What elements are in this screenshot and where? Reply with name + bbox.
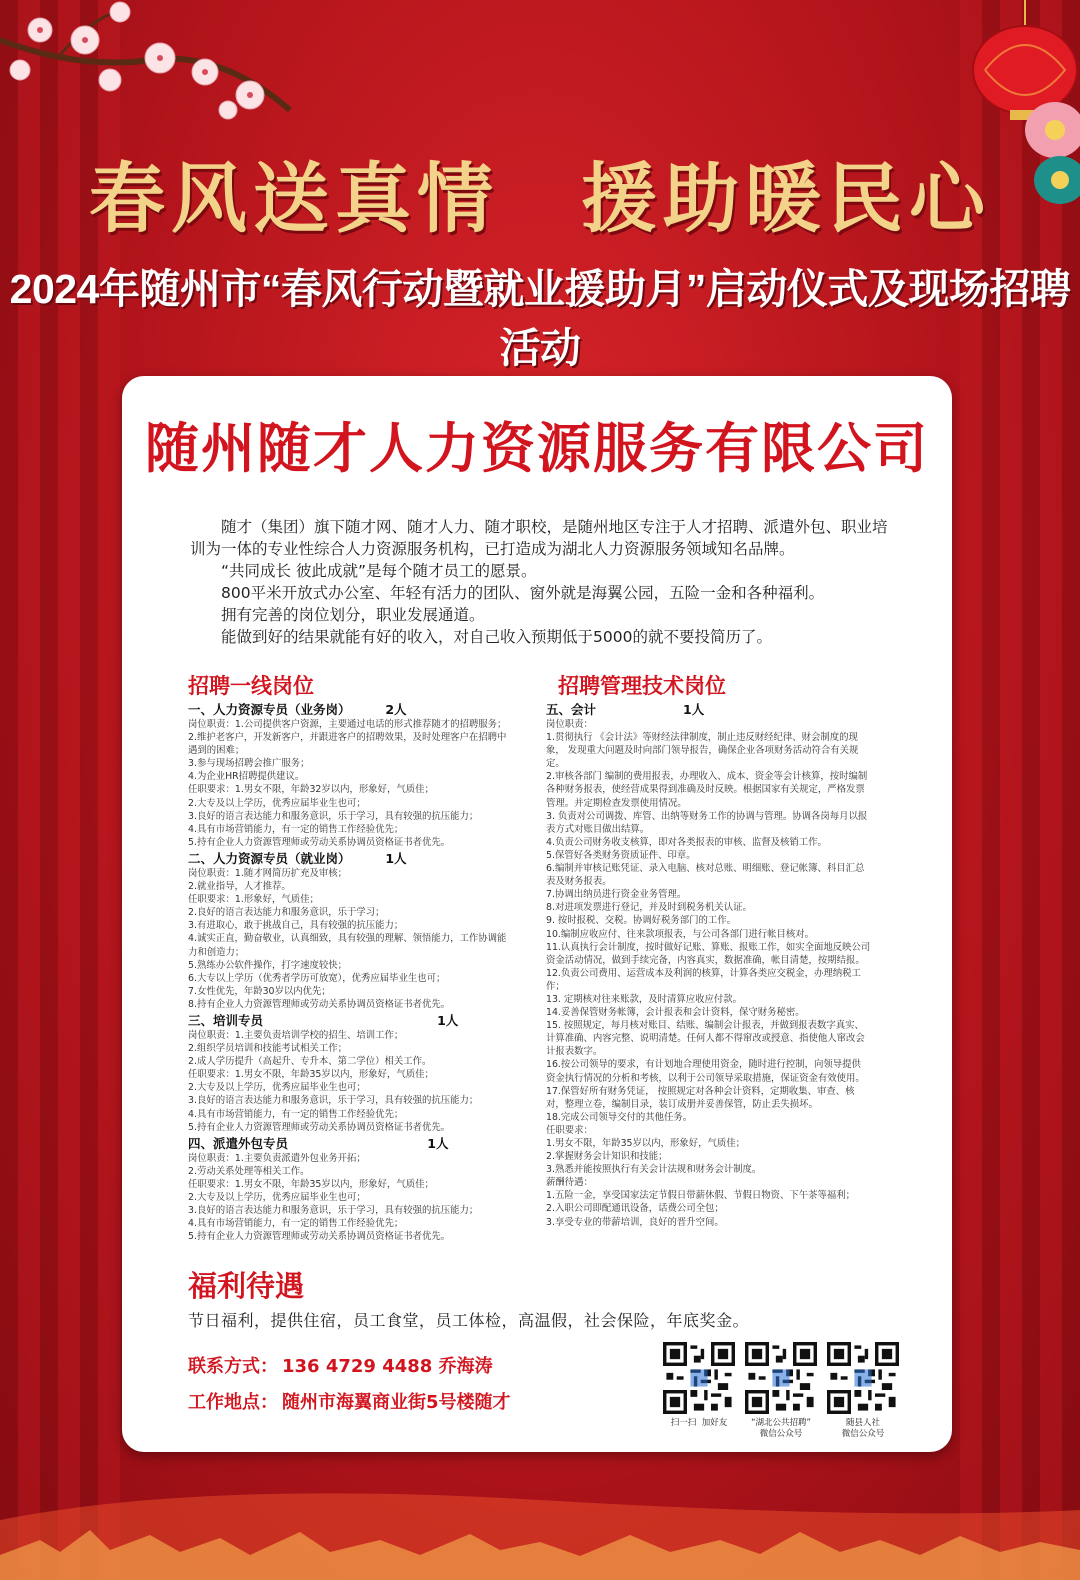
job-detail-line: 2.组织学员培训和技能考试相关工作； <box>188 1043 347 1055</box>
crowd-silhouette-decoration <box>0 1460 1080 1580</box>
job-detail-line: 13. 定期核对往来账款，及时清算应收应付款。 <box>546 993 743 1005</box>
job-detail-line: 5.持有企业人力资源管理师或劳动关系协调员资格证书者优先。 <box>188 1231 451 1243</box>
job-detail-line: 12.负责公司费用、运营成本及利润的核算，计算各类应交税金，办理纳税工 <box>546 967 861 979</box>
job-detail-line: 15. 按照规定，每月核对账目、结账、编制会计报表，并做到报表数字真实、 <box>546 1020 864 1032</box>
company-name: 随州随才人力资源服务有限公司 <box>145 417 929 480</box>
job-detail-line: 岗位职责：1.主要负责培训学校的招生、培训工作； <box>188 1029 404 1041</box>
job-title: 四、派遣外包专员 1人 <box>188 1135 449 1151</box>
job-detail-line: 计算准确、内容完整、说明清楚。任何人都不得窜改或授意、指使他人窜改会 <box>546 1033 865 1045</box>
job-detail-line: 计报表数字。 <box>546 1046 603 1058</box>
job-detail-line: 2.掌握财务会计知识和技能； <box>546 1151 668 1163</box>
company-intro <box>190 516 890 648</box>
job-detail-line: 2.劳动关系处理等相关工作。 <box>188 1165 310 1177</box>
job-detail-line: 岗位职责：1.主要负责派遣外包业务开拓； <box>188 1152 366 1164</box>
job-detail-line: 岗位职责：1.公司提供客户资源，主要通过电话的形式推荐随才的招聘服务； <box>188 719 507 730</box>
job-detail-line: 力和创造力； <box>188 946 245 958</box>
job-detail-line: 3.享受专业的带薪培训，良好的晋升空间。 <box>546 1216 724 1228</box>
job-detail-line: 5.保管好各类财务资质证件、印章。 <box>546 849 696 861</box>
job-title: 三、培训专员 1人 <box>188 1012 459 1028</box>
intro-paragraph: “共同成长 彼此成就”是每个随才员工的愿景。 <box>221 562 537 580</box>
qr-caption: 随县人社 微信公众号 <box>841 1418 885 1439</box>
job-detail-line: 资金执行情况的分析和考核，以利于公司领导采取措施，保证资金有效使用。 <box>546 1072 865 1084</box>
job-detail-line: 3.熟悉并能按照执行有关会计法规和财务会计制度。 <box>546 1164 762 1176</box>
event-title: 2024年随州市“春风行动暨就业援助月”启动仪式及现场招聘活动 <box>9 266 1071 371</box>
job-detail-line: 3.良好的语言表达能力和服务意识，乐于学习，具有较强的抗压能力； <box>188 1095 479 1107</box>
job-detail-line: 2.成人学历提升（高起升、专升本、第二学位）相关工作。 <box>188 1056 432 1068</box>
qr-code-icon <box>663 1342 735 1414</box>
job-detail-line: 各种财务报表，使经营成果得到准确及时反映。根据国家有关规定，严格发票 <box>546 784 865 796</box>
intro-paragraph: 800平米开放式办公室、年轻有活力的团队、窗外就是海翼公园，五险一金和各种福利。 <box>221 584 825 602</box>
job-detail-line: 薪酬待遇： <box>546 1177 593 1189</box>
job-detail-line: 2.良好的语言表达能力和服务意识，乐于学习； <box>188 907 385 919</box>
job-detail-line: 4.具有市场营销能力，有一定的销售工作经验优先； <box>188 1218 404 1230</box>
job-detail-line: 岗位职责：1.随才网简历扩充及审核； <box>188 867 347 879</box>
job-detail-line: 2.大专及以上学历，优秀应届毕业生也可； <box>188 1192 366 1203</box>
job-detail-line: 2.审核各部门 编制的费用报表，办理收入、成本、资金等会计核算，按时编制 <box>546 771 868 783</box>
job-detail-line: 6.编制并审核记账凭证、录入电脑、核对总账、明细账、登记帐簿、科目汇总 <box>546 863 865 875</box>
job-detail-line: 5.熟练办公软件操作，打字速度较快； <box>188 959 347 971</box>
job-detail-line: 岗位职责： <box>546 719 593 730</box>
contact-label: 联系方式： <box>188 1356 278 1377</box>
job-detail-line: 3.良好的语言表达能力和服务意识，乐于学习，具有较强的抗压能力； <box>188 1205 479 1217</box>
job-detail-line: 2.入职公司即配通讯设备，话费公司全包； <box>546 1203 724 1215</box>
job-detail-line: 5.持有企业人力资源管理师或劳动关系协调员资格证书者优先。 <box>188 1121 451 1133</box>
job-title: 二、人力资源专员（就业岗） 1人 <box>188 850 407 866</box>
job-detail-line: 4.具有市场营销能力，有一定的销售工作经验优先； <box>188 823 404 835</box>
frontline-jobs-list <box>188 700 528 1243</box>
job-detail-line: 9. 按时报税、交税。协调好税务部门的工作。 <box>546 915 737 927</box>
job-detail-line: 14.妥善保管财务帐簿，会计报表和会计资料，保守财务秘密。 <box>546 1007 805 1019</box>
qr-code-icon <box>827 1342 899 1414</box>
job-title: 五、会计 1人 <box>546 702 705 717</box>
job-detail-line: 18.完成公司领导交付的其他任务。 <box>546 1111 693 1123</box>
job-detail-line: 管理。并定期检查发票使用情况。 <box>546 797 687 809</box>
job-detail-line: 4.为企业HR招聘提供建议。 <box>188 771 305 783</box>
job-detail-line: 7.协调出纳员进行资金业务管理。 <box>546 889 687 901</box>
job-detail-line: 6.大专以上学历（优秀者学历可放宽），优秀应届毕业生也可； <box>188 972 446 984</box>
contact-phone[interactable]: 136 4729 4488 乔海涛 <box>282 1356 493 1377</box>
job-detail-line: 3. 负责对公司调拨、库管、出纳等财务工作的协调与管理。协调各岗每月以报 <box>546 810 868 822</box>
job-detail-line: 10.编制应收应付、往来款项报表，与公司各部门进行帐目核对。 <box>546 928 815 940</box>
work-location <box>188 1388 511 1414</box>
job-detail-line: 任职要求：1.男女不限，年龄35岁以内，形象好，气质佳； <box>188 1069 434 1081</box>
welfare-title: 福利待遇 <box>188 1269 305 1303</box>
job-detail-line: 2.大专及以上学历，优秀应届毕业生也可； <box>188 1082 366 1094</box>
job-detail-line: 表方式对账目做出结算。 <box>546 823 650 835</box>
job-detail-line: 1.五险一金，享受国家法定节假日带薪休假、节假日物资、下午茶等福利； <box>546 1190 855 1202</box>
qr-caption: “湖北公共招聘” 微信公众号 <box>751 1418 811 1439</box>
job-detail-line: 3.良好的语言表达能力和服务意识，乐于学习，具有较强的抗压能力； <box>188 810 479 822</box>
intro-paragraph: 拥有完善的岗位划分，职业发展通道。 <box>221 606 485 624</box>
job-detail-line: 任职要求：1.男女不限，年龄35岁以内，形象好，气质佳； <box>188 1178 434 1190</box>
job-detail-line: 11.认真执行会计制度，按时做好记账、算账、报账工作，如实全面地反映公司 <box>546 941 871 953</box>
job-detail-line: 资金活动情况，做到手续完备，内容真实，数据准确，帐目清楚，按期结报。 <box>546 954 865 966</box>
job-detail-line: 2.就业指导，人才推荐。 <box>188 881 291 893</box>
job-detail-line: 象， 发现重大问题及时向部门领导报告，确保企业各项财务活动符合有关规 <box>546 745 859 757</box>
contact-info <box>188 1352 493 1378</box>
intro-paragraph: 能做到好的结果就能有好的收入，对自己收入预期低于5000的就不要投简历了。 <box>221 628 772 646</box>
job-detail-line: 任职要求：1.男女不限，年龄32岁以内，形象好，气质佳； <box>188 784 434 796</box>
job-detail-line: 7.女性优先，年龄30岁以内优先； <box>188 985 331 997</box>
frontline-jobs-title: 招聘一线岗位 <box>188 674 314 698</box>
accounting-job <box>546 700 891 1229</box>
job-detail-line: 任职要求： <box>546 1124 593 1136</box>
job-detail-line: 2.大专及以上学历，优秀应届毕业生也可； <box>188 797 366 809</box>
address-value: 随州市海翼商业街5号楼随才 <box>282 1392 511 1413</box>
job-detail-line: 4.具有市场营销能力，有一定的销售工作经验优先； <box>188 1108 404 1120</box>
address-label: 工作地点： <box>188 1392 278 1413</box>
job-title: 一、人力资源专员（业务岗） 2人 <box>188 702 407 717</box>
plum-blossom-decoration <box>0 0 300 140</box>
qr-code-icon <box>745 1342 817 1414</box>
job-detail-line: 表及财务报表。 <box>546 876 612 888</box>
qr-code-hubei-recruitment[interactable] <box>744 1342 818 1440</box>
job-detail-line: 1.贯彻执行 《会计法》等财经法律制度，制止违反财经纪律、财会制度的现 <box>546 732 858 744</box>
job-posting-card <box>122 376 952 1452</box>
qr-code-wechat-friend[interactable] <box>662 1342 736 1429</box>
job-detail-line: 3.有进取心，敢于挑战自己，具有较强的抗压能力； <box>188 920 404 932</box>
job-detail-line: 3.参与现场招聘会推广服务； <box>188 758 310 770</box>
job-detail-line: 16.按公司领导的要求，有计划地合理使用资金，随时进行控制，向领导提供 <box>546 1059 861 1071</box>
job-detail-line: 5.持有企业人力资源管理师或劳动关系协调员资格证书者优先。 <box>188 836 451 848</box>
job-detail-line: 遇到的困难； <box>188 745 245 757</box>
job-detail-line: 1.男女不限，年龄35岁以内，形象好，气质佳； <box>546 1138 746 1149</box>
job-detail-line: 17.保管好所有财务凭证， 按照规定对各种会计资料，定期收集、审查、核 <box>546 1085 855 1097</box>
job-detail-line: 4.负责公司财务收支核算，即对各类报表的审核、监督及核销工作。 <box>546 836 827 848</box>
intro-paragraph: 随才（集团）旗下随才网、随才人力、随才职校，是随州地区专注于人才招聘、派遣外包、职业培训为一体的专业性综合人力资源服务机构，已打造成为湖北人力资源服务领域知名品牌。 <box>190 518 888 558</box>
qr-code-suixian-hr[interactable] <box>826 1342 900 1440</box>
job-detail-line: 8.对进项发票进行登记，并及时到税务机关认证。 <box>546 902 752 914</box>
management-jobs-title: 招聘管理技术岗位 <box>558 674 726 698</box>
job-detail-line: 对，整理立卷，编制目录，装订成册并妥善保管，防止丢失损坏。 <box>546 1098 818 1110</box>
headline: 春风送真情 援助暖民心 <box>89 154 991 243</box>
job-detail-line: 作； <box>546 980 565 992</box>
job-detail-line: 4.诚实正直，勤奋敬业，认真细致，具有较强的理解、领悟能力，工作协调能 <box>188 933 507 945</box>
qr-caption: 扫一扫 加好友 <box>670 1418 728 1428</box>
job-detail-line: 8.持有企业人力资源管理师或劳动关系协调员资格证书者优先。 <box>188 998 451 1010</box>
welfare-text: 节日福利，提供住宿，员工食堂，员工体检，高温假，社会保险，年底奖金。 <box>188 1311 750 1330</box>
job-detail-line: 2.维护老客户，开发新客户，并跟进客户的招聘效果，及时处理客户在招聘中 <box>188 732 507 744</box>
job-detail-line: 定。 <box>546 758 565 770</box>
job-detail-line: 任职要求：1.形象好，气质佳； <box>188 894 319 906</box>
